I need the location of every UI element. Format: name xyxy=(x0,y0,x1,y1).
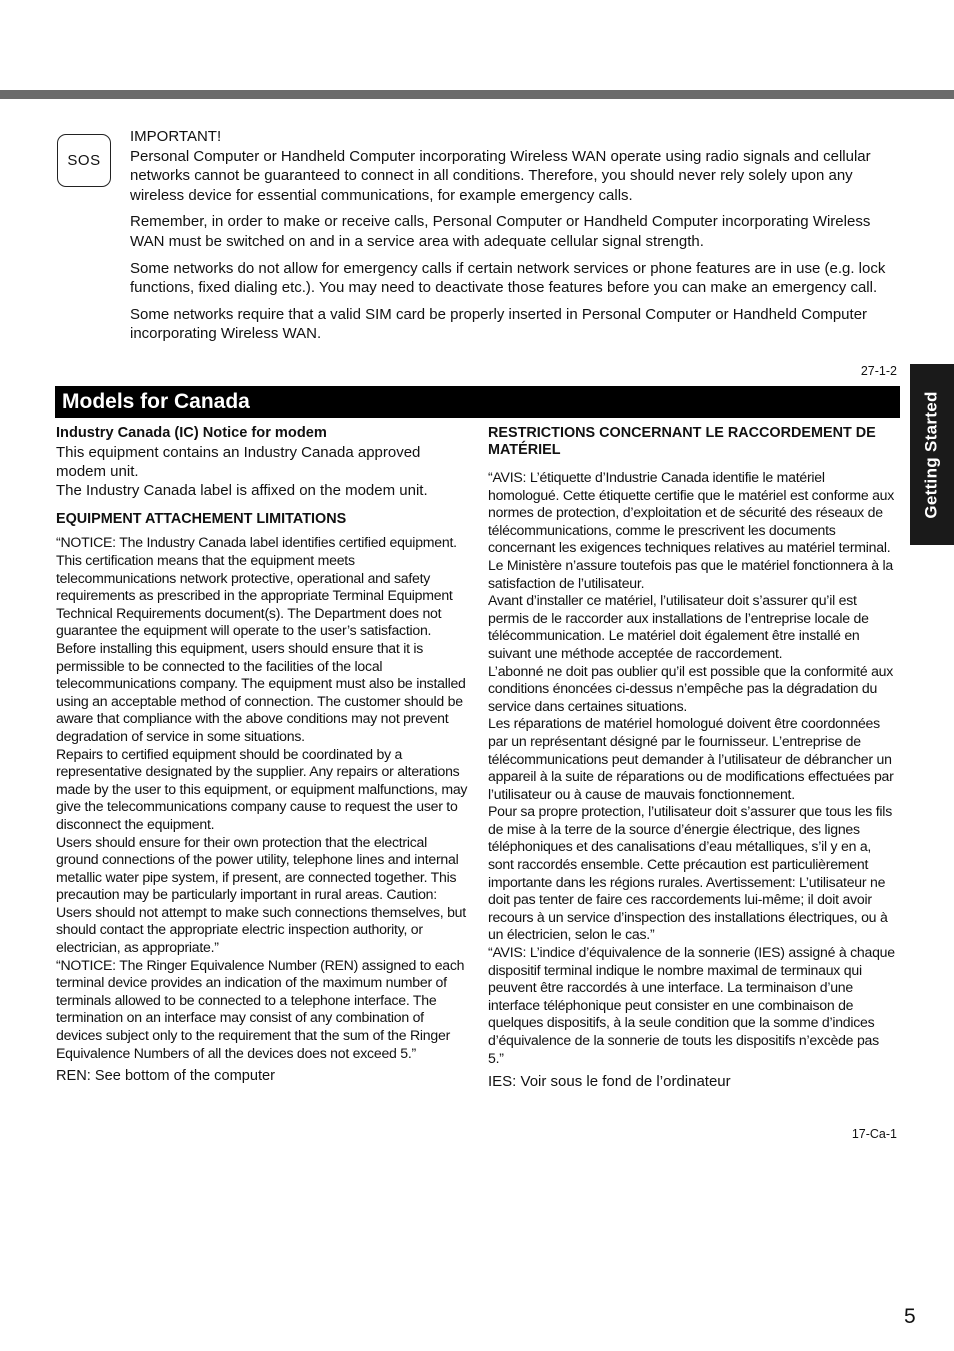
side-tab-label: Getting Started xyxy=(922,390,942,519)
important-paragraph: Remember, in order to make or receive calls, Personal Computer or Handheld Computer incorporating Wireless WAN must be switched on and in a service area with adequate cellular signal strength. xyxy=(130,213,871,250)
important-notice xyxy=(130,127,900,351)
important-heading: IMPORTANT! xyxy=(130,128,222,145)
avis-paragraph: “AVIS: L’étiquette d’Industrie Canada identifie le matériel homologué. Cette étiquette certifie que le matériel est conforme aux normes de protection, d’exploitation et de sécurité des réseaux de télécommunications, comme le prescrivent les documents concernant les exigences techniques relatives au matériel terminal. Le Ministère n’assure toutefois pas que le matériel fonctionnera à la satisfaction de l’utilisateur. xyxy=(488,469,895,591)
header-rule xyxy=(0,90,954,99)
section-title: Models for Canada xyxy=(55,386,900,418)
page-number: 5 xyxy=(904,1305,916,1328)
notice-paragraph: Users should ensure for their own protection that the electrical ground connections of the power utility, telephone lines and internal metallic water pipe system, if present, are connected together. This precaution may be particularly important in rural areas. Caution: Users should not attempt to make such connections themselves, but should contact the appropriate electric inspection authority, or electrician, as appropriate.” xyxy=(56,833,466,956)
ren-note: REN: See bottom of the computer xyxy=(56,1068,276,1085)
side-tab xyxy=(910,364,954,545)
avis-paragraph: “AVIS: L’indice d’équivalence de la sonnerie (IES) assigné à chaque dispositif terminal indique le nombre maximal de terminaux qui peuvent être raccordés à une interface. La terminaison d’une interface téléphonique peut consister en une combinaison de quelques dispositifs, à la seule condition que la somme d’indices d’équivalence de la sonnerie de touts les dispositifs n’excède pas 5.” xyxy=(488,944,895,1066)
notice-paragraph: “NOTICE: The Industry Canada label identifies certified equipment. This certification means that the equipment meets telecommunications network protective, operational and safety requirements as prescribed in the appropriate Terminal Equipment Technical Requirements document(s). The Department does not guarantee the equipment will operate to the user’s satisfaction. xyxy=(56,534,457,639)
important-paragraph: Personal Computer or Handheld Computer incorporating Wireless WAN operate using radio signals and cellular networks cannot be guaranteed to connect in all conditions. Therefore, you should never rely solely upon any wireless device for essential communications, for example emergency calls. xyxy=(130,147,871,204)
ic-notice-heading: Industry Canada (IC) Notice for modem xyxy=(56,425,327,441)
french-column xyxy=(488,425,898,1091)
intro-line: This equipment contains an Industry Canada approved modem unit. xyxy=(56,443,421,480)
reference-code: 17-Ca-1 xyxy=(851,1127,897,1141)
ies-note: IES: Voir sous le fond de l’ordinateur xyxy=(488,1073,731,1091)
avis-paragraph: Pour sa propre protection, l’utilisateur doit s’assurer que tous les fils de mise à la terre de la source d’énergie électrique, des lignes téléphoniques et des canalisations d’eau métalliques, s’il y en a, sont raccordés ensemble. Cette précaution est particulièrement importante dans les régions rurales. Avertissement: L’utilisateur ne doit pas tenter de faire ces raccordements lui-même; il doit avoir recours à un service d’inspection des installations électriques, ou à un électricien, selon le cas.” xyxy=(488,803,892,943)
intro-line: The Industry Canada label is affixed on the modem unit. xyxy=(56,482,428,500)
restrictions-heading: RESTRICTIONS CONCERNANT LE RACCORDEMENT DE MATÉRIEL xyxy=(488,425,876,458)
limitations-heading: EQUIPMENT ATTACHEMENT LIMITATIONS xyxy=(56,510,347,527)
avis-paragraph: L’abonné ne doit pas oublier qu’il est possible que la conformité aux conditions énoncées ci-dessus n’empêche pas la dégradation du service dans certaines situations. xyxy=(488,662,894,714)
important-paragraph: Some networks require that a valid SIM card be properly inserted in Personal Computer or Handheld Computer incorporating Wireless WAN. xyxy=(130,305,868,343)
sos-label: SOS xyxy=(67,152,101,169)
important-paragraph: Some networks do not allow for emergency calls if certain network services or phone features are in use (e.g. lock functions, fixed dialing etc.). You may need to deactivate those features before you can make an emergency call. xyxy=(130,259,886,297)
english-column xyxy=(56,425,468,1086)
sos-icon xyxy=(57,134,111,187)
notice-paragraph: “NOTICE: The Ringer Equivalence Number (REN) assigned to each terminal device provides an indication of the maximum number of terminals allowed to be connected to a telephone interface. The termination on an interface may consist of any combination of devices subject only to the requirement that the sum of the Ringer Equivalence Numbers of all the devices does not exceed 5.” xyxy=(56,956,465,1061)
reference-code: 27-1-2 xyxy=(860,364,897,378)
notice-paragraph: Repairs to certified equipment should be coordinated by a representative designated by the supplier. Any repairs or alterations made by the user to this equipment, or equipment malfunctions, may give the telecommunications company cause to request the user to disconnect the equipment. xyxy=(56,745,468,832)
avis-paragraph: Les réparations de matériel homologué doivent être coordonnées par un représentant désigné par le fournisseur. L’entreprise de télécommunications peut demander à l’utilisateur de débrancher un appareil à la suite de réparations ou de modifications effectuées par l’utilisateur ou à cause de mauvais fonctionnement. xyxy=(488,715,894,802)
notice-paragraph: Before installing this equipment, users should ensure that it is permissible to be connected to the facilities of the local telecommunications company. The equipment must also be installed using an acceptable method of connection. The customer should be aware that compliance with the above conditions may not prevent degradation of service in some situations. xyxy=(56,639,466,744)
avis-paragraph: Avant d’installer ce matériel, l’utilisateur doit s’assurer qu’il est permis de le raccorder aux installations de l’entreprise locale de télécommunication. Le matériel doit également être installé en suivant une méthode acceptée de raccordement. xyxy=(488,592,869,661)
